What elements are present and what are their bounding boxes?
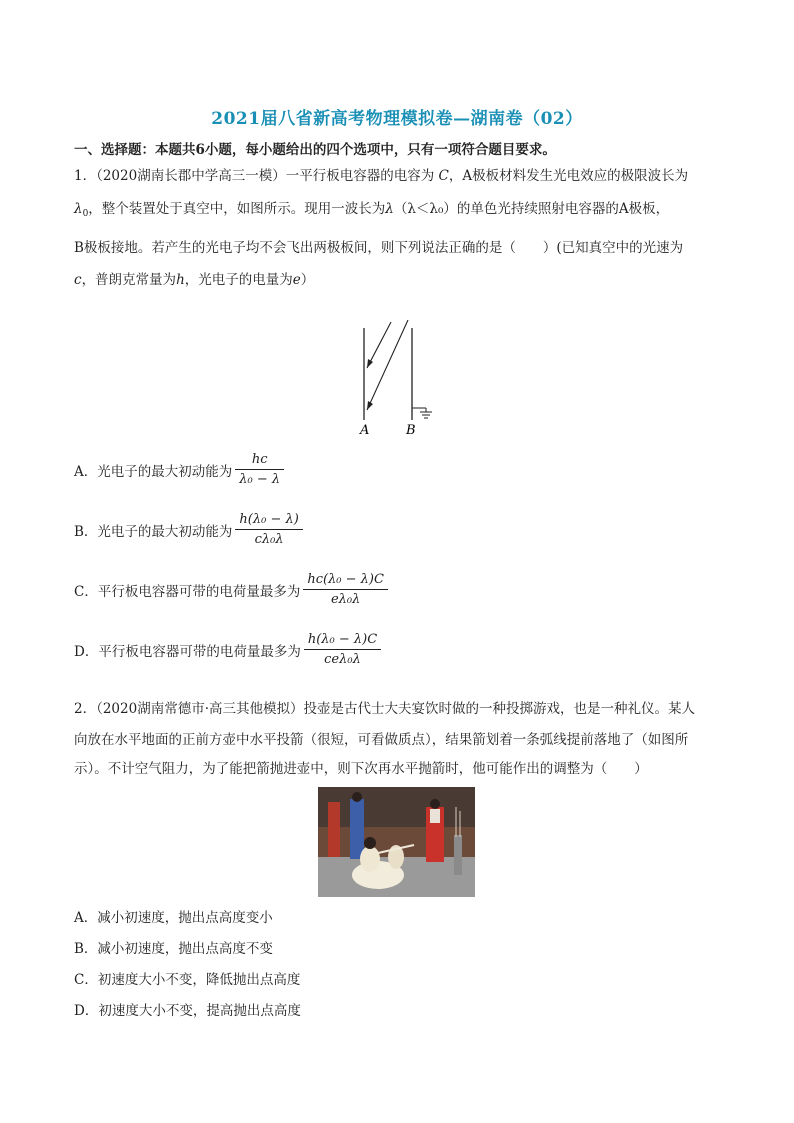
capacitor-diagram <box>340 320 460 440</box>
page-title: 2021届八省新高考物理模拟卷—湖南卷（02） <box>211 109 583 129</box>
q1-option-b[interactable]: B．光电子的最大初动能为 $\frac{\text{h(λ₀ − λ)}}{\text{cλ₀λ}}$ <box>74 512 303 547</box>
label-a: A <box>360 423 370 438</box>
q1-option-a[interactable]: A．光电子的最大初动能为 $\frac{hc}{\text{λ₀ − λ}}$ <box>74 452 284 487</box>
fraction: $\frac{\text{hc(λ₀ − λ)C}}{\text{eλ₀λ}}$ <box>303 572 388 607</box>
q1-line-4: c，普朗克常量为h，光电子的电量为e） <box>74 272 315 288</box>
section-heading: 一、选择题：本题共6小题，每小题给出的四个选项中，只有一项符合题目要求。 <box>74 142 556 158</box>
q1-line-2: $\lambda_0$，整个装置处于真空中，如图所示。现用一波长为λ（λ＜λ₀）的单色光持续照射电容器的A极板， <box>74 201 670 219</box>
q1-option-d[interactable]: D．平行板电容器可带的电荷量最多为 $\frac{\text{h(λ₀ − λ)C}}{\text{ceλ₀λ}}$ <box>74 632 381 667</box>
label-b: B <box>406 423 416 438</box>
q1-line-3: B极板接地。若产生的光电子均不会飞出两极板间，则下列说法正确的是（ ）(已知真空中的光速为 <box>74 240 684 256</box>
light-ray-2-arrowhead <box>367 401 373 410</box>
fraction: $\frac{hc}{\text{λ₀ − λ}}$ <box>235 452 284 487</box>
q2-line-3: 示）。不计空气阻力，为了能把箭抛进壶中，则下次再水平抛箭时，他可能作出的调整为（ ） <box>74 761 648 777</box>
light-ray-1-arrowhead <box>367 359 373 368</box>
fraction: $\frac{\text{h(λ₀ − λ)C}}{\text{ceλ₀λ}}$ <box>304 632 381 667</box>
q2-option-d[interactable]: D．初速度大小不变，提高抛出点高度 <box>74 1003 301 1019</box>
q2-option-c[interactable]: C．初速度大小不变，降低抛出点高度 <box>74 972 301 988</box>
light-ray-2 <box>367 320 408 410</box>
fraction: $\frac{\text{h(λ₀ − λ)}}{\text{cλ₀λ}}$ <box>235 512 302 547</box>
q1-line-1: 1．（2020湖南长郡中学高三一模）一平行板电容器的电容为 C，A极板材料发生光电效应的极限波长为 <box>74 168 689 184</box>
q1-option-c[interactable]: C．平行板电容器可带的电荷量最多为 $\frac{\text{hc(λ₀ − λ)C}}{\text{eλ₀λ}}$ <box>74 572 388 607</box>
q2-option-b[interactable]: B．减小初速度，抛出点高度不变 <box>74 941 273 957</box>
q2-line-2: 向放在水平地面的正前方壶中水平投箭（很短，可看做质点），结果箭划着一条弧线提前落地了（如图所 <box>74 732 689 748</box>
touhu-photo <box>318 787 475 897</box>
q2-option-a[interactable]: A．减小初速度，抛出点高度变小 <box>74 910 273 926</box>
q2-line-1: 2．（2020湖南常德市·高三其他模拟）投壶是古代士大夫宴饮时做的一种投掷游戏，也是一种礼仪。某人 <box>74 701 695 717</box>
